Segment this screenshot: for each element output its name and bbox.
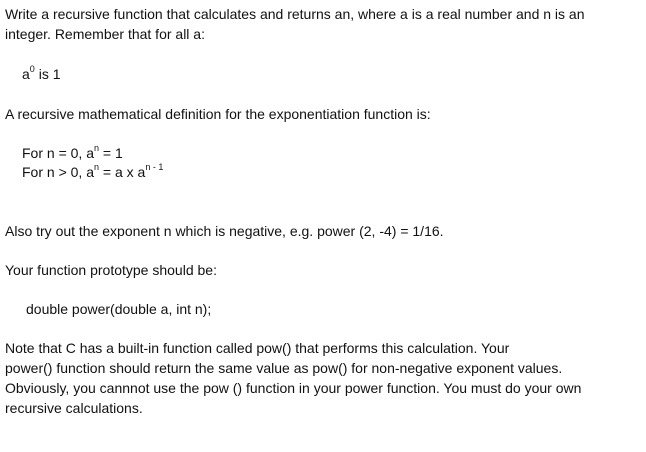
case-2-exponent-2: n - 1 (145, 162, 164, 173)
function-prototype: double power(double a, int n); (26, 301, 212, 317)
base-case-base: a (22, 66, 30, 82)
case-2-exponent: n (93, 162, 99, 173)
final-note-line-1: Note that C has a built-in function called pow() that performs this calculation. Your (5, 340, 510, 356)
intro-line-1: Write a recursive function that calculates and returns an, where a is a real number and n is an (5, 6, 585, 22)
case-1-prefix: For n = 0, a (22, 145, 94, 161)
intro-line-2: integer. Remember that for all a: (5, 26, 205, 42)
base-case (22, 64, 61, 84)
case-1-exponent: n (93, 143, 99, 154)
final-note-line-3: Obviously, you cannnot use the pow () function in your power function. You must do your own (5, 380, 582, 396)
case-1-suffix: = 1 (99, 145, 123, 161)
definition-case-1 (22, 143, 123, 163)
base-case-rest: is 1 (34, 66, 61, 82)
negative-note: Also try out the exponent n which is negative, e.g. power (2, -4) = 1/16. (5, 223, 444, 239)
base-case-exponent: 0 (29, 64, 35, 75)
final-note-line-4: recursive calculations. (5, 400, 143, 416)
definition-case-2 (22, 162, 163, 182)
prototype-heading: Your function prototype should be: (5, 262, 217, 278)
case-2-middle: = a x a (99, 164, 146, 180)
final-note-line-2: power() function should return the same value as pow() for non-negative exponent values. (5, 360, 563, 376)
case-2-prefix: For n > 0, a (22, 164, 94, 180)
definition-heading: A recursive mathematical definition for the exponentiation function is: (5, 106, 431, 122)
